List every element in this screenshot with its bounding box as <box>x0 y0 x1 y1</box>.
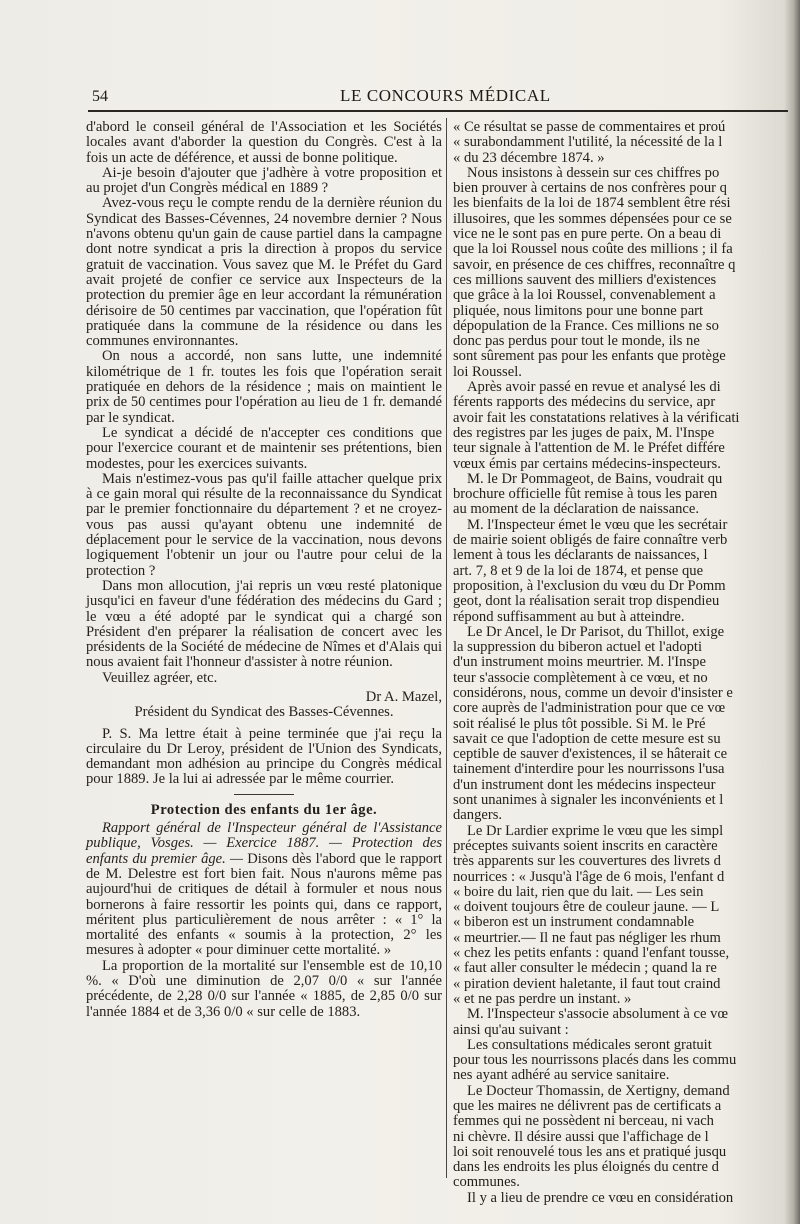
text-line: Le Dr Ancel, le Dr Parisot, du Thillot, exige <box>467 623 725 640</box>
text-line: répond suffisamment au but à atteindre. <box>453 608 685 625</box>
text-line: tainement d'interdire pour les nourrissons l'usa <box>453 761 725 778</box>
text-line: geot, dont la réalisation serait trop dispendieu <box>453 593 720 610</box>
text-line: « piration devient haletante, il faut tout craind <box>453 975 721 992</box>
text-line: sont unanimes à signaler les inconvénients et l <box>453 792 724 809</box>
paragraph: Ai-je besoin d'ajouter que j'adhère à votre proposition et au projet d'un Congrès médical en 1889 ? <box>86 164 442 197</box>
text-line: Après avoir passé en revue et analysé les di <box>467 379 721 396</box>
text-line: pour tous les nourrissons placés dans les commu <box>453 1052 737 1069</box>
text-line: proposition, à l'exclusion du vœu du Dr Pomm <box>453 577 726 594</box>
text-line: lement à tous les déclarants de naissances, l <box>453 547 708 564</box>
text-line: soit réalisé le plus tôt possible. Si M. le Pré <box>453 715 706 732</box>
section-intro-text: Disons dès l'abord que le rapport de M. Delestre est fort bien fait. Nous n'aurons même pas aujourd'hui de critiques de détail à formuler et nous nous bornerons à faire ressortir les points qui, dans ce rapport, méritent plus particulièrement de nous arrêter : « 1° la mortalité des enfants « soumis à la protection, 2° les mesures à adopter « pour diminuer cette mortalité. » <box>86 850 443 959</box>
page-header <box>90 86 780 108</box>
text-line: au moment de la déclaration de naissance. <box>453 501 699 518</box>
text-line: ainsi qu'au suivant : <box>453 1021 569 1038</box>
text-line: M. l'Inspecteur émet le vœu que les secrétair <box>467 516 728 533</box>
text-line: préceptes suivants soient inscrits en caractère <box>453 837 718 854</box>
text-line: ni chèvre. Il désire aussi que l'affichage de l <box>453 1128 709 1145</box>
text-line: « biberon est un instrument condamnable <box>453 914 695 931</box>
text-line: M. le Dr Pommageot, de Bains, voudrait qu <box>467 470 723 487</box>
text-line: teur s'associe complètement à ce vœu, et no <box>453 669 708 686</box>
text-line: loi soit renouvelé tous les ans et pratiqué jusqu <box>453 1143 727 1160</box>
text-line: la suppression du biberon actuel et l'adopti <box>453 639 703 656</box>
page-number: 54 <box>92 88 108 105</box>
text-line: que les maires ne délivrent pas de certificats a <box>453 1098 722 1114</box>
text-line: de mairie soient obligés de faire connaître verb <box>453 532 728 549</box>
paragraph: Le syndicat a décidé de n'accepter ces conditions que pour l'exercice courant et de maintenir ses prétentions, bien modestes, pour les exercices suivants. <box>86 424 442 472</box>
text-line: sont sûrement pas pour les enfants que protège <box>453 348 726 365</box>
text-line: « chez les petits enfants : quand l'enfant tousse, <box>453 945 730 962</box>
text-line: ces millions sauvent des milliers d'existences <box>453 271 717 288</box>
text-line: Il y a lieu de prendre ce vœu en considération <box>467 1189 734 1206</box>
section-divider <box>234 794 294 795</box>
paragraph: d'abord le conseil général de l'Association et les Sociétés locales avant d'aborder la question du Congrès. C'est à la fois un acte de déférence, et aussi de bonne politique. <box>86 119 442 166</box>
section-intro <box>86 821 442 959</box>
paragraph: Mais n'estimez-vous pas qu'il faille attacher quelque prix à ce gain moral qui résulte de la reconnaissance du Syndicat par le premier fonctionnaire du département ? et ne croyez-vous pas aussi qu'ayant obtenu une indemnité de déplacement pour le service de la vaccination, nous devons logiquement l'obtenir un jour ou l'autre pour celui de la protection ? <box>86 470 442 579</box>
text-line: vœux émis par certains médecins-inspecteurs. <box>453 455 721 472</box>
text-line: que la loi Roussel nous coûte des millions ; il fa <box>453 241 733 258</box>
text-line: savoir, en présence de ces chiffres, reconnaître q <box>453 256 736 273</box>
text-line: communes. <box>453 1174 520 1191</box>
text-line: « doivent toujours être de couleur jaune. — L <box>453 899 720 916</box>
text-line: très apparents sur les couvertures des livrets d <box>453 853 721 870</box>
left-column <box>86 120 442 1020</box>
text-line: nes ayant adhéré au service sanitaire. <box>453 1067 670 1084</box>
paragraph: Veuillez agréer, etc. <box>102 669 218 686</box>
right-column <box>453 120 791 1206</box>
text-line: art. 7, 8 et 9 de la loi de 1874, et pense que <box>453 562 704 579</box>
text-line: « et ne pas perdre un instant. » <box>453 990 632 1007</box>
text-line: avoir fait les constatations relatives à la vérificati <box>453 409 740 426</box>
text-line: Le Dr Lardier exprime le vœu que les simpl <box>467 822 724 839</box>
text-line: « du 23 décembre 1874. » <box>453 149 605 166</box>
text-line: « faut aller consulter le médecin ; quand la re <box>453 960 717 977</box>
text-line: que grâce à la loi Roussel, convenablement a <box>453 287 716 304</box>
text-line: « meurtrier.— Il ne faut pas négliger les rhum <box>453 929 721 946</box>
text-line: « surabondamment l'utilité, la nécessité de la l <box>453 134 723 151</box>
text-line: core auprès de l'administration pour que ce vœ <box>453 700 726 717</box>
text-line: femmes qui ne possèdent ni berceau, ni vach <box>453 1113 714 1130</box>
text-line: loi Roussel. <box>453 363 522 380</box>
text-line: d'un instrument moins meurtrier. M. l'Inspe <box>453 654 706 671</box>
postscript: P. S. Ma lettre était à peine terminée que j'ai reçu la circulaire du Dr Leroy, président de l'Union des Syndicats, demandant mon adhésion au principe du Congrès médical pour 1889. Je la lui ai adressée par le même courrier. <box>86 725 442 788</box>
signature: Dr A. Mazel, <box>365 688 442 705</box>
page-edge-shadow <box>784 0 800 1224</box>
text-line: brochure officielle fût remise à tous les paren <box>453 486 718 503</box>
text-line: dépopulation de la France. Ces millions ne so <box>453 317 719 334</box>
text-line: « Ce résultat se passe de commentaires et proú <box>453 120 726 135</box>
text-line: Le Docteur Thomassin, de Xertigny, demand <box>467 1082 730 1099</box>
text-line: dans les endroits les plus éloignés du centre d <box>453 1159 719 1176</box>
text-line: donc pas perdus pour tout le monde, ils ne <box>453 333 700 350</box>
signature-title: Président du Syndicat des Basses-Cévennes. <box>134 704 394 721</box>
text-line: pliquée, nous limitons pour une bonne part <box>453 302 704 319</box>
running-title: LE CONCOURS MÉDICAL <box>340 86 551 105</box>
paragraph: On nous a accordé, non sans lutte, une indemnité kilométrique de 1 fr. toutes les fois que l'opération serait pratiquée en dehors de la résidence ; mais on maintient le prix de 50 centimes pour l'opération au lieu de 1 fr. demandé par le syndicat. <box>86 348 442 426</box>
text-line: teur signale à l'attention de M. le Préfet différe <box>453 440 725 457</box>
text-line: ceptible de sauver d'existences, il se hâterait ce <box>453 746 728 763</box>
paragraph: Dans mon allocution, j'ai repris un vœu resté platonique jusqu'ici en faveur d'une fédération des médecins du Gard ; le vœu a été adopté par le syndicat qui a chargé son Président d'en préparer la réalisation de concert avec les présidents de la Société de médecine de Nîmes et d'Alais qui nous avaient fait l'honneur d'assister à notre réunion. <box>86 577 442 671</box>
text-line: les bienfaits de la loi de 1874 semblent être rési <box>453 195 731 212</box>
column-divider <box>446 118 447 1178</box>
text-line: savait ce que l'adoption de cette mesure est su <box>453 730 721 747</box>
text-line: férents rapports des médecins du service, apr <box>453 394 716 411</box>
text-line: des registres par les juges de paix, M. l'Inspe <box>453 424 715 441</box>
text-line: Les consultations médicales seront gratuit <box>467 1036 712 1053</box>
paragraph: Avez-vous reçu le compte rendu de la dernière réunion du Syndicat des Basses-Cévennes, 24 novembre dernier ? Nous n'avons obtenu qu'un gain de cause partiel dans la campagne dont notre syndicat a pris la direction à propos du service gratuit de vaccination. Vous savez que M. le Préfet du Gard avait projeté de confier ce service aux Inspecteurs de la protection du premier âge en leur accordant la rémunération dérisoire de 50 centimes par vaccination, que l'opération fût pratiquée dans la commune de la résidence ou dans les communes environnantes. <box>86 195 442 350</box>
text-line: dangers. <box>453 807 503 824</box>
text-line: considérons, nous, comme un devoir d'insister e <box>453 684 733 701</box>
paragraph: La proportion de la mortalité sur l'ensemble est de 10,10 %. « D'où une diminution de 2,07 0/0 « sur l'année précédente, de 2,28 0/0 sur l'année « 1885, de 2,85 0/0 sur l'année 1884 et de 3,36 0/0 « sur celle de 1883. <box>86 957 442 1020</box>
text-line: Nous insistons à dessein sur ces chiffres po <box>467 164 720 181</box>
text-line: bien prouver à certains de nos confrères pour q <box>453 180 727 197</box>
header-rule <box>88 110 788 112</box>
section-intro-italic: Rapport général de l'Inspecteur général de l'Assistance publique, Vosges. — Exercice 1887. — Protection des enfants du premier âge. — <box>86 820 442 867</box>
text-line: vice ne le sont pas en pure perte. On a beau di <box>453 226 722 243</box>
text-line: nourrices : « Jusqu'à l'âge de 6 mois, l'enfant d <box>453 868 725 885</box>
text-line: d'un instrument dont les médecins inspecteur <box>453 776 716 793</box>
text-line: M. l'Inspecteur s'associe absolument à ce vœ <box>467 1006 728 1023</box>
text-line: « boire du lait, rien que du lait. — Les sein <box>453 883 704 900</box>
section-heading: Protection des enfants du 1er âge. <box>150 801 378 818</box>
text-line: illusoires, que les sommes dépensées pour ce se <box>453 210 732 227</box>
